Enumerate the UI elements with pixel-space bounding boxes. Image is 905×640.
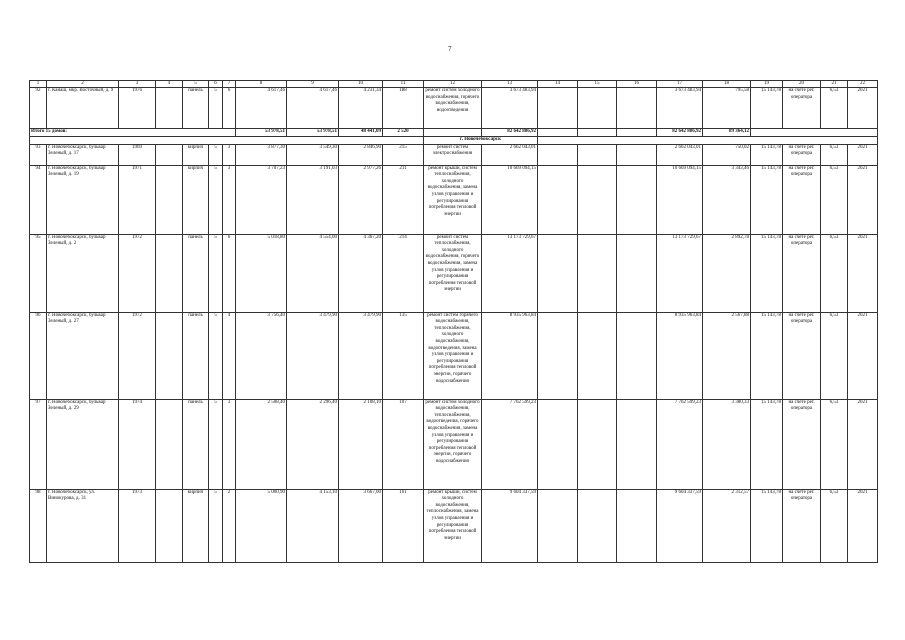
- floors-count: 5: [209, 234, 223, 312]
- repair-cost: 9 604 337,59: [482, 489, 538, 562]
- residential-area: 4 367,20: [339, 234, 383, 312]
- total-area: 5 000,90: [236, 489, 287, 562]
- repair-cost: 7 762 599,23: [482, 399, 538, 489]
- premises-area: 2 296,40: [287, 399, 339, 489]
- unit-cost: 2 567,88: [703, 312, 751, 399]
- residents-count: 161: [383, 489, 424, 562]
- plan-year: 2021: [848, 88, 878, 129]
- contribution-rate: 6,53: [821, 312, 848, 399]
- col-num: 4: [156, 81, 183, 88]
- residential-area: 3 479,90: [339, 312, 383, 399]
- plan-year: 2021: [848, 399, 878, 489]
- empty-cell: [156, 144, 183, 165]
- house-row: [30, 489, 878, 562]
- empty-cell: [617, 144, 657, 165]
- residents-count: 211: [383, 165, 424, 234]
- house-address: г. Новочебоксарск, ул. Винокурова, д. 31: [47, 489, 119, 562]
- regop-cost: 9 604 337,59: [657, 489, 703, 562]
- city-name: г. Новочебоксарск: [424, 137, 538, 145]
- repair-works: ремонт систем холодного водоснабжения, горячего водоснабжения, водоотведения: [424, 88, 482, 129]
- premises-area: 3 549,30: [287, 144, 339, 165]
- col-num: 2: [47, 81, 119, 88]
- empty-cell: [424, 129, 482, 137]
- row-number: 98: [30, 489, 47, 562]
- repair-register-table: [29, 80, 878, 563]
- col-num: 13: [482, 81, 538, 88]
- house-row: [30, 88, 878, 129]
- repair-works: ремонт систем холодного водоснабжения, теплоснабжения, водоотведения, горячего водоснабжения, замена узлов управления и регулирования потребления тепловой энергии, горячего водоснабжения: [424, 399, 482, 489]
- entrances-count: 2: [223, 489, 236, 562]
- empty-cell: [617, 234, 657, 312]
- empty-cell: [578, 399, 617, 489]
- commission-year: 1969: [119, 144, 156, 165]
- plan-year: 2021: [848, 165, 878, 234]
- total-area: 3 756,40: [236, 312, 287, 399]
- repair-cost: 13 173 729,67: [482, 234, 538, 312]
- fund-account: на счете рег. оператора: [783, 165, 821, 234]
- empty-cell: [617, 312, 657, 399]
- entrances-count: 4: [223, 312, 236, 399]
- empty-cell: [538, 489, 578, 562]
- cost-limit: 15 143,78: [751, 489, 783, 562]
- empty-cell: [578, 144, 617, 165]
- row-number: 93: [30, 144, 47, 165]
- premises-area: 4 554,00: [287, 234, 339, 312]
- col-num: 12: [424, 81, 482, 88]
- residents-count: 107: [383, 399, 424, 489]
- house-address: г. Новочебоксарск, бульвар Зеленый, д. 19: [47, 165, 119, 234]
- col-num: 8: [236, 81, 287, 88]
- house-address: г. Новочебоксарск, бульвар Зеленый, д. 29: [47, 399, 119, 489]
- fund-account: на счете рег. оператора: [783, 144, 821, 165]
- total-area: 4 617,46: [236, 88, 287, 129]
- plan-year: 2021: [848, 234, 878, 312]
- residents-count: 188: [383, 88, 424, 129]
- commission-year: 1976: [119, 88, 156, 129]
- total-area: 2 508,40: [236, 399, 287, 489]
- total-residential-area: 48 441,09: [339, 129, 383, 137]
- unit-cost: 2 312,57: [703, 489, 751, 562]
- empty-cell: [538, 137, 878, 145]
- cost-limit: 15 143,78: [751, 312, 783, 399]
- fund-account: на счете рег. оператора: [783, 234, 821, 312]
- contribution-rate: 6,53: [821, 489, 848, 562]
- residents-count: 135: [383, 312, 424, 399]
- residential-area: 4 231,34: [339, 88, 383, 129]
- empty-cell: [617, 489, 657, 562]
- house-row: [30, 312, 878, 399]
- empty-cell: [538, 399, 578, 489]
- house-row: [30, 234, 878, 312]
- residential-area: 3 667,00: [339, 489, 383, 562]
- row-number: 95: [30, 234, 47, 312]
- unit-cost: 3 343,46: [703, 165, 751, 234]
- col-num: 3: [119, 81, 156, 88]
- total-area: 3 707,23: [236, 165, 287, 234]
- entrances-count: 6: [223, 234, 236, 312]
- empty-cell: [156, 489, 183, 562]
- cost-limit: 15 143,78: [751, 234, 783, 312]
- row-number: 92: [30, 88, 47, 129]
- fund-account: на счете рег. оператора: [783, 312, 821, 399]
- house-row: [30, 399, 878, 489]
- col-num: 7: [223, 81, 236, 88]
- empty-cell: [156, 399, 183, 489]
- fund-account: на счете рег. оператора: [783, 489, 821, 562]
- empty-cell: [578, 234, 617, 312]
- repair-cost: 8 935 963,84: [482, 312, 538, 399]
- floors-count: 5: [209, 88, 223, 129]
- empty-cell: [617, 165, 657, 234]
- contribution-rate: 6,53: [821, 165, 848, 234]
- empty-cell: [156, 312, 183, 399]
- empty-cell: [617, 88, 657, 129]
- residential-area: 2 108,10: [339, 399, 383, 489]
- plan-year: 2021: [848, 144, 878, 165]
- cost-limit: 15 143,78: [751, 88, 783, 129]
- house-address: г. Новочебоксарск, бульвар Зеленый, д. 27: [47, 312, 119, 399]
- total-unit-cost: 89 364,12: [703, 129, 751, 137]
- col-num: 19: [751, 81, 783, 88]
- wall-material: кирпич: [183, 165, 209, 234]
- empty-cell: [578, 165, 617, 234]
- wall-material: кирпич: [183, 489, 209, 562]
- column-number-row: [30, 81, 878, 88]
- empty-cell: [578, 129, 617, 137]
- total-label: Итого 15 домов:: [30, 129, 236, 137]
- regop-cost: 8 935 963,84: [657, 312, 703, 399]
- col-num: 21: [821, 81, 848, 88]
- empty-cell: [156, 234, 183, 312]
- empty-cell: [30, 137, 424, 145]
- floors-count: 5: [209, 144, 223, 165]
- total-cost: 82 642 886,92: [482, 129, 538, 137]
- total-area: 53 978,51: [236, 129, 287, 137]
- city-header-row: [30, 137, 878, 145]
- empty-cell: [538, 129, 578, 137]
- wall-material: панель: [183, 234, 209, 312]
- fund-account: на счете рег. оператора: [783, 88, 821, 129]
- empty-cell: [538, 234, 578, 312]
- cost-limit: 15 143,78: [751, 144, 783, 165]
- empty-cell: [578, 88, 617, 129]
- empty-cell: [156, 88, 183, 129]
- house-address: г. Новочебоксарск, бульвар Зеленый, д. 17: [47, 144, 119, 165]
- premises-area: 3 479,90: [287, 312, 339, 399]
- col-num: 1: [30, 81, 47, 88]
- page-number: 7: [448, 45, 452, 53]
- floors-count: 5: [209, 489, 223, 562]
- unit-cost: 3 380,33: [703, 399, 751, 489]
- wall-material: панель: [183, 399, 209, 489]
- contribution-rate: 6,53: [821, 144, 848, 165]
- residential-area: 2 846,90: [339, 144, 383, 165]
- house-row: [30, 165, 878, 234]
- total-area: 5 018,80: [236, 234, 287, 312]
- total-area: 3 877,30: [236, 144, 287, 165]
- premises-area: 3 191,03: [287, 165, 339, 234]
- repair-cost: 10 669 094,15: [482, 165, 538, 234]
- residents-count: 214: [383, 234, 424, 312]
- entrances-count: 3: [223, 144, 236, 165]
- house-address: г. Канаш, мкр. Восточный, д. 9: [47, 88, 119, 129]
- regop-cost: 3 673 483,94: [657, 88, 703, 129]
- col-num: 22: [848, 81, 878, 88]
- empty-cell: [617, 129, 657, 137]
- regop-cost: 2 662 043,01: [657, 144, 703, 165]
- empty-cell: [578, 312, 617, 399]
- empty-cell: [751, 129, 878, 137]
- unit-cost: 2 892,78: [703, 234, 751, 312]
- repair-works: ремонт систем теплоснабжения, холодного водоснабжения, горячего водоснабжения, замена узлов управления и регулирования потребления тепловой энергии: [424, 234, 482, 312]
- col-num: 18: [703, 81, 751, 88]
- wall-material: панель: [183, 88, 209, 129]
- empty-cell: [156, 165, 183, 234]
- row-number: 97: [30, 399, 47, 489]
- floors-count: 5: [209, 165, 223, 234]
- cost-limit: 15 143,78: [751, 165, 783, 234]
- plan-year: 2021: [848, 312, 878, 399]
- empty-cell: [578, 489, 617, 562]
- total-premises-area: 53 978,51: [287, 129, 339, 137]
- entrances-count: 3: [223, 399, 236, 489]
- entrances-count: 3: [223, 165, 236, 234]
- col-num: 11: [383, 81, 424, 88]
- floors-count: 5: [209, 312, 223, 399]
- premises-area: 4 153,10: [287, 489, 339, 562]
- residents-count: 215: [383, 144, 424, 165]
- commission-year: 1971: [119, 165, 156, 234]
- commission-year: 1974: [119, 399, 156, 489]
- commission-year: 1973: [119, 489, 156, 562]
- empty-cell: [538, 88, 578, 129]
- repair-works: ремонт систем горячего водоснабжения, теплоснабжения, холодного водоснабжения, водоотведения, замена узлов управления и регулирования потребления тепловой энергии, горячего водоснабжения: [424, 312, 482, 399]
- col-num: 9: [287, 81, 339, 88]
- regop-cost: 13 173 729,67: [657, 234, 703, 312]
- empty-cell: [617, 399, 657, 489]
- col-num: 16: [617, 81, 657, 88]
- residential-area: 2 977,26: [339, 165, 383, 234]
- fund-account: на счете рег. оператора: [783, 399, 821, 489]
- col-num: 20: [783, 81, 821, 88]
- commission-year: 1972: [119, 234, 156, 312]
- commission-year: 1972: [119, 312, 156, 399]
- repair-works: ремонт систем электроснабжения: [424, 144, 482, 165]
- unit-cost: 795,58: [703, 88, 751, 129]
- empty-cell: [538, 165, 578, 234]
- wall-material: панель: [183, 312, 209, 399]
- contribution-rate: 6,53: [821, 234, 848, 312]
- total-regop-cost: 82 642 886,92: [657, 129, 703, 137]
- col-num: 5: [183, 81, 209, 88]
- row-number: 96: [30, 312, 47, 399]
- total-residents: 2 520: [383, 129, 424, 137]
- wall-material: кирпич: [183, 144, 209, 165]
- col-num: 14: [538, 81, 578, 88]
- house-address: г. Новочебоксарск, бульвар Зеленый, д. 2: [47, 234, 119, 312]
- house-row: [30, 144, 878, 165]
- regop-cost: 7 762 599,23: [657, 399, 703, 489]
- repair-works: ремонт крыши, систем теплоснабжения, холодного водоснабжения, замена узлов управления и регулирования потребления тепловой энергии: [424, 165, 482, 234]
- empty-cell: [538, 312, 578, 399]
- repair-cost: 3 673 483,94: [482, 88, 538, 129]
- contribution-rate: 6,53: [821, 88, 848, 129]
- cost-limit: 15 143,78: [751, 399, 783, 489]
- empty-cell: [538, 144, 578, 165]
- floors-count: 5: [209, 399, 223, 489]
- repair-works: ремонт крыши, систем холодного водоснабжения, теплоснабжения, замена узлов управления и регулирования потребления тепловой энергии: [424, 489, 482, 562]
- total-row: [30, 129, 878, 137]
- repair-cost: 2 662 043,01: [482, 144, 538, 165]
- col-num: 6: [209, 81, 223, 88]
- plan-year: 2021: [848, 489, 878, 562]
- unit-cost: 750,02: [703, 144, 751, 165]
- premises-area: 4 617,46: [287, 88, 339, 129]
- col-num: 17: [657, 81, 703, 88]
- entrances-count: 6: [223, 88, 236, 129]
- contribution-rate: 6,53: [821, 399, 848, 489]
- col-num: 15: [578, 81, 617, 88]
- col-num: 10: [339, 81, 383, 88]
- row-number: 94: [30, 165, 47, 234]
- regop-cost: 10 669 094,15: [657, 165, 703, 234]
